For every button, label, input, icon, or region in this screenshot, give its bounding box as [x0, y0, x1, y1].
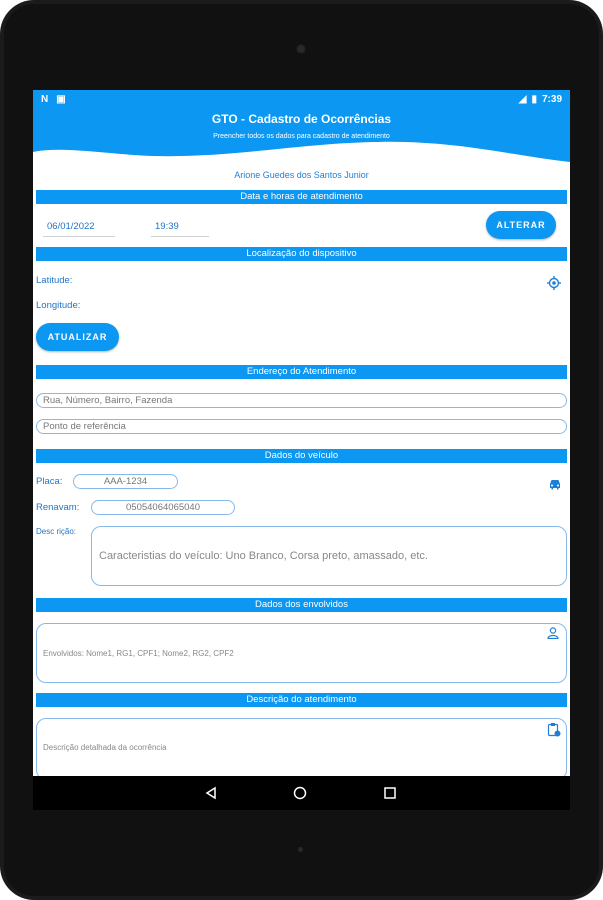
time-underline [151, 236, 209, 237]
vehicle-description-input[interactable]: Caracteristias do veículo: Uno Branco, Corsa preto, amassado, etc. [91, 526, 567, 586]
date-value[interactable]: 06/01/2022 [47, 221, 95, 232]
section-datetime-title: Data e horas de atendimento [36, 190, 567, 204]
page-subtitle: Preencher todos os dados para cadastro de atendimento [213, 133, 390, 140]
person-icon [547, 627, 559, 639]
signal-icon: ◢ [518, 94, 527, 105]
section-involved-title: Dados dos envolvidos [36, 598, 567, 612]
service-description-input[interactable]: Descrição detalhada da ocorrência [36, 718, 567, 780]
involved-input[interactable]: Envolvidos: Nome1, RG1, CPF1; Nome2, RG2, CPF2 [36, 623, 567, 683]
longitude-label: Longitude: [36, 300, 81, 311]
renavam-label: Renavam: [36, 502, 80, 513]
update-location-button[interactable]: ATUALIZAR [36, 323, 119, 351]
street-input[interactable]: Rua, Número, Bairro, Fazenda [36, 393, 567, 408]
status-bar [33, 90, 570, 110]
battery-icon: ▮ [531, 94, 537, 105]
notification-n-icon: N [41, 94, 49, 105]
front-camera [296, 44, 306, 54]
home-icon[interactable] [293, 786, 307, 800]
section-service-title: Descrição do atendimento [36, 693, 567, 707]
car-icon [548, 478, 562, 490]
back-icon[interactable] [204, 786, 218, 800]
gps-target-icon[interactable] [547, 276, 561, 290]
section-location-title: Localização do dispositivo [36, 247, 567, 261]
time-value[interactable]: 19:39 [155, 221, 179, 232]
plate-label: Placa: [36, 476, 63, 487]
clipboard-icon [547, 722, 561, 738]
notification-square-icon: ▣ [56, 94, 66, 105]
latitude-label: Latitude: [36, 275, 73, 286]
microphone [298, 847, 303, 852]
description-label: Desc rição: [36, 527, 77, 536]
user-name: Arione Guedes dos Santos Junior [234, 170, 369, 180]
date-underline [43, 236, 115, 237]
section-address-title: Endereço do Atendimento [36, 365, 567, 379]
recents-icon[interactable] [383, 786, 397, 800]
navigation-bar [33, 776, 570, 810]
app-screen [33, 90, 570, 810]
clock: 7:39 [541, 94, 562, 105]
page-title: GTO - Cadastro de Ocorrências [211, 112, 392, 126]
section-vehicle-title: Dados do veículo [36, 449, 567, 463]
app-header [33, 110, 570, 164]
alter-button[interactable]: ALTERAR [486, 211, 556, 239]
reference-input[interactable]: Ponto de referência [36, 419, 567, 434]
plate-input[interactable]: AAA-1234 [73, 474, 178, 489]
renavam-input[interactable]: 05054064065040 [91, 500, 235, 515]
